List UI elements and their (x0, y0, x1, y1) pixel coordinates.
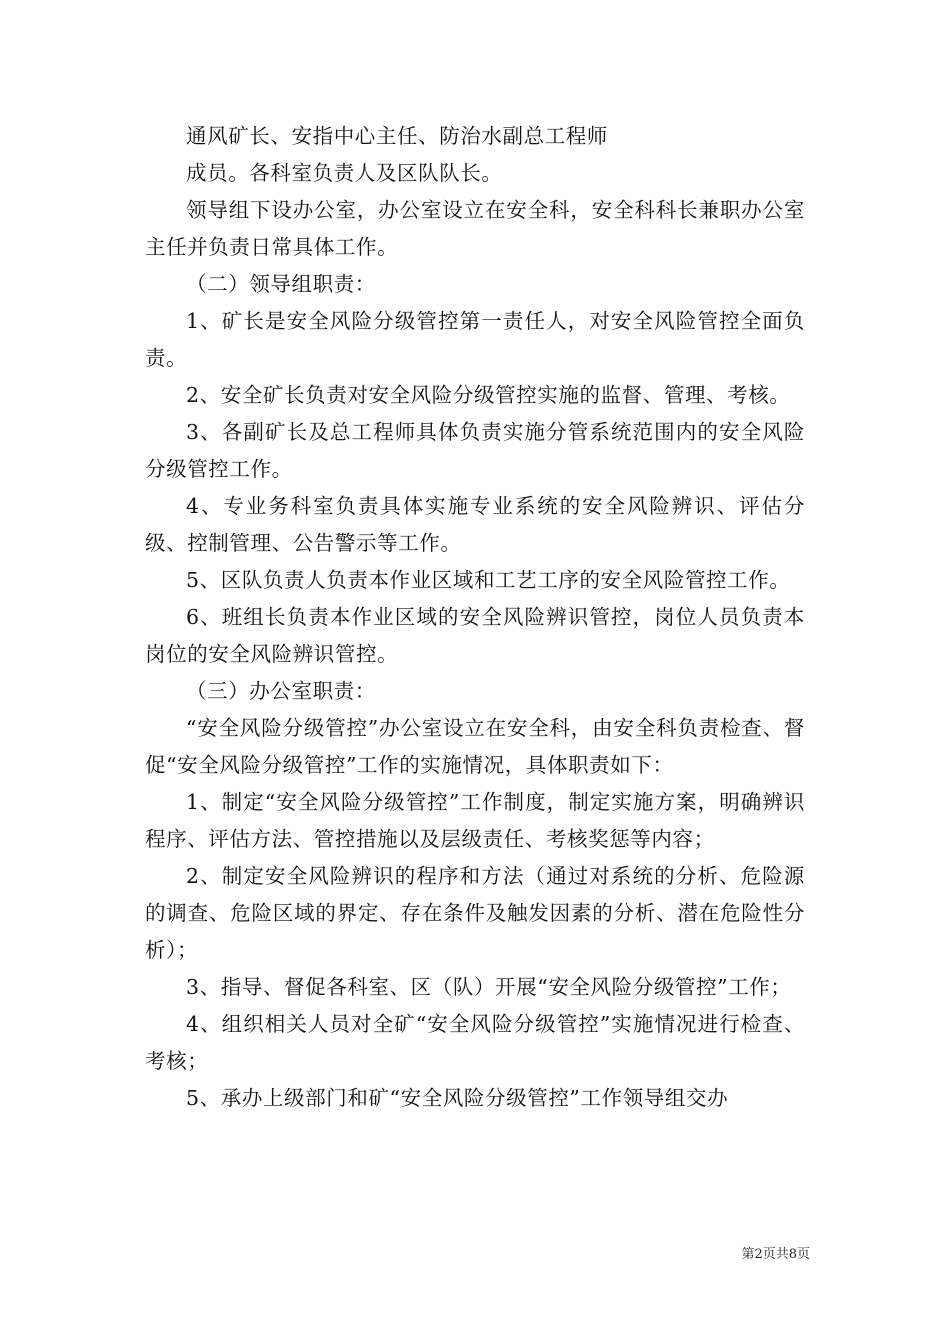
paragraph: “安全风险分级管控”办公室设立在安全科，由安全科负责检查、督促“安全风险分级管控”工作的实施情况，具体职责如下： (145, 716, 805, 777)
section-heading: （三）办公室职责： (186, 679, 376, 703)
paragraph: 3、指导、督促各科室、区（队）开展“安全风险分级管控”工作； (186, 975, 792, 999)
paragraph: 4、专业务科室负责具体实施专业系统的安全风险辨识、评估分级、控制管理、公告警示等工作。 (145, 494, 805, 555)
paragraph: 5、承办上级部门和矿“安全风险分级管控”工作领导组交办 (186, 1086, 729, 1110)
paragraph: 4、组织相关人员对全矿“安全风险分级管控”实施情况进行检查、考核； (145, 1012, 805, 1073)
paragraph: 1、矿长是安全风险分级管控第一责任人，对安全风险管控全面负责。 (145, 309, 805, 370)
paragraph: 1、制定“安全风险分级管控”工作制度，制定实施方案，明确辨识程序、评估方法、管控措施以及层级责任、考核奖惩等内容； (145, 790, 805, 851)
section-heading: （二）领导组职责： (186, 272, 376, 296)
paragraph: 成员。各科室负责人及区队队长。 (186, 161, 503, 185)
paragraph: 2、安全矿长负责对安全风险分级管控实施的监督、管理、考核。 (186, 383, 791, 407)
document-body (145, 118, 805, 1117)
paragraph: 5、区队负责人负责本作业区域和工艺工序的安全风险管控工作。 (186, 568, 791, 592)
paragraph: 领导组下设办公室，办公室设立在安全科，安全科科长兼职办公室主任并负责日常具体工作。 (145, 198, 805, 259)
paragraph: 3、各副矿长及总工程师具体负责实施分管系统范围内的安全风险分级管控工作。 (145, 420, 805, 481)
page-number: 第2页共8页 (741, 1247, 810, 1262)
paragraph: 2、制定安全风险辨识的程序和方法（通过对系统的分析、危险源的调查、危险区域的界定、存在条件及触发因素的分析、潜在危险性分析）； (145, 864, 805, 962)
paragraph: 6、班组长负责本作业区域的安全风险辨识管控，岗位人员负责本岗位的安全风险辨识管控。 (145, 605, 805, 666)
paragraph: 通风矿长、安指中心主任、防治水副总工程师 (186, 124, 608, 148)
